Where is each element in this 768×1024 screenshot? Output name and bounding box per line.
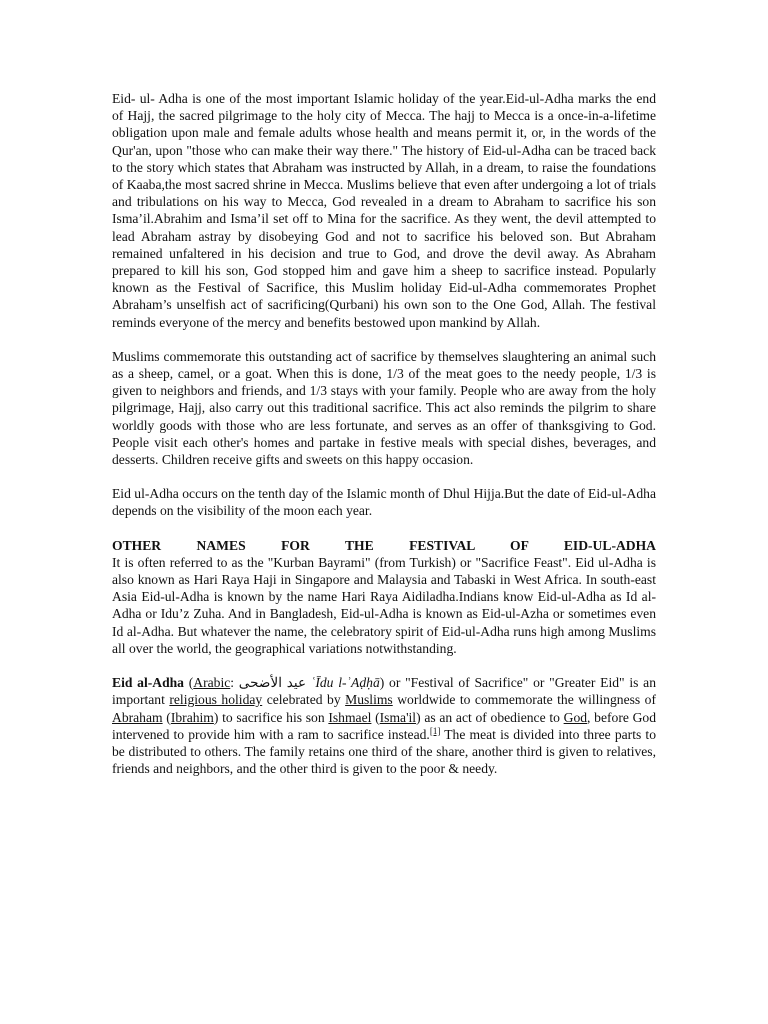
text-fragment: celebrated by <box>262 692 346 708</box>
term-eid-al-adha: Eid al-Adha <box>112 675 184 691</box>
text-fragment: worldwide to commemorate the willingness of <box>392 692 656 708</box>
paragraph-eid-al-adha <box>112 674 656 777</box>
paragraph-date: Eid ul-Adha occurs on the tenth day of the Islamic month of Dhul Hijja.But the date of Eid-ul-Adha depends on the visibility of the moon each year. <box>112 486 656 519</box>
link-arabic[interactable]: Arabic <box>193 675 231 691</box>
arabic-text: عيد الأضحى <box>238 675 307 691</box>
text-fragment: , before God intervened to provide him with a ram to sacrifice instead. <box>112 709 657 742</box>
text-fragment: ( <box>183 675 194 691</box>
section-heading: OTHER NAMES FOR THE FESTIVAL OF EID-UL-ADHA <box>112 537 656 553</box>
reference-superscript <box>430 726 441 736</box>
text-fragment: The meat is divided into three parts to be distributed to others. The family retains one third of the share, another third is given to relatives, friends and neighbors, and the other third is given to the poor & needy. <box>112 726 656 777</box>
paragraph-other-names: It is often referred to as the "Kurban Bayrami" (from Turkish) or "Sacrifice Feast". Eid ul-Adha is also known as Hari Raya Haji in Singapore and Malaysia and Tabaski in West Africa. In south-east Asia Eid-ul-Adha is known by the name Hari Raya Aidiladha.Indians know Eid-ul-Adha as Id al-Adha or Idu’z Zuha. And in Bangladesh, Eid-ul-Adha is known as Eid-ul-Azha or sometimes even Id al-Adha. But whatever the name, the celebratory spirit of Eid-ul-Adha runs high among Muslims all over the world, the geographical variations notwithstanding. <box>112 554 656 656</box>
text-fragment: ) as an act of obedience to <box>416 709 564 725</box>
text-fragment: ( <box>371 709 380 725</box>
link-ishmael[interactable]: Ishmael <box>328 709 372 725</box>
text-fragment: ) or "Festival of Sacrifice" or "Greater Eid" is an important <box>112 675 656 708</box>
link-muslims[interactable]: Muslims <box>345 692 393 708</box>
document-page <box>112 90 656 794</box>
reference-link[interactable]: [1] <box>429 725 441 736</box>
text-fragment: ( <box>162 709 171 725</box>
paragraph-history: Eid- ul- Adha is one of the most important Islamic holiday of the year.Eid-ul-Adha marks the end of Hajj, the sacred pilgrimage to the holy city of Mecca. The hajj to Mecca is a once-in-a-lifetime obligation upon male and female adults whose health and means permit it, or, in the words of the Qur'an, upon "those who can make their way there." The history of Eid-ul-Adha can be traced back to the story which states that Abraham was instructed by Allah, in a dream, to raise the foundations of Kaaba,the most sacred shrine in Mecca. Muslims believe that even after undergoing a lot of trials and tribulations on his way to Mecca, God revealed in a dream to Abraham to sacrifice his son Isma’il.Abrahim and Isma’il set off to Mina for the sacrifice. As they went, the devil attempted to lead Abraham astray by disobeying God and not to sacrifice his beloved son. But Abraham remained unfaltered in his decision and true to God, and drove the devil away. As Abraham prepared to kill his son, God stopped him and gave him a sheep to sacrifice instead. Popularly known as the Festival of Sacrifice, this Muslim holiday Eid-ul-Adha commemorates Prophet Abraham’s unselfish act of sacrificing(Qurbani) his own son to the One God, Allah. The festival reminds everyone of the mercy and benefits bestowed upon mankind by Allah. <box>112 91 656 330</box>
paragraph-sacrifice: Muslims commemorate this outstanding act of sacrifice by themselves slaughtering an animal such as a sheep, camel, or a goat. When this is done, 1/3 of the meat goes to the needy people, 1/3 is given to neighbors and friends, and 1/3 stays with your family. People who are away from the holy pilgrimage, Hajj, also carry out this traditional sacrifice. This act also reminds the pilgrim to share worldly goods with those who are less fortunate, and serves as an offer of thanksgiving to God. People visit each other's homes and partake in festive meals with special dishes, beverages, and desserts. Children receive gifts and sweets on this happy occasion. <box>112 348 656 468</box>
link-ibrahim[interactable]: Ibrahim <box>170 709 214 725</box>
transliteration: ʿĪdu l-ʾAḍḥā <box>310 675 380 691</box>
link-god[interactable]: God <box>563 709 588 725</box>
link-ismail[interactable]: Isma'il <box>379 709 417 725</box>
text-fragment: ) to sacrifice his son <box>213 709 329 725</box>
text-fragment: : <box>230 675 239 691</box>
link-religious-holiday[interactable]: religious holiday <box>169 692 263 708</box>
other-names-section <box>112 537 656 657</box>
link-abraham[interactable]: Abraham <box>112 709 163 725</box>
